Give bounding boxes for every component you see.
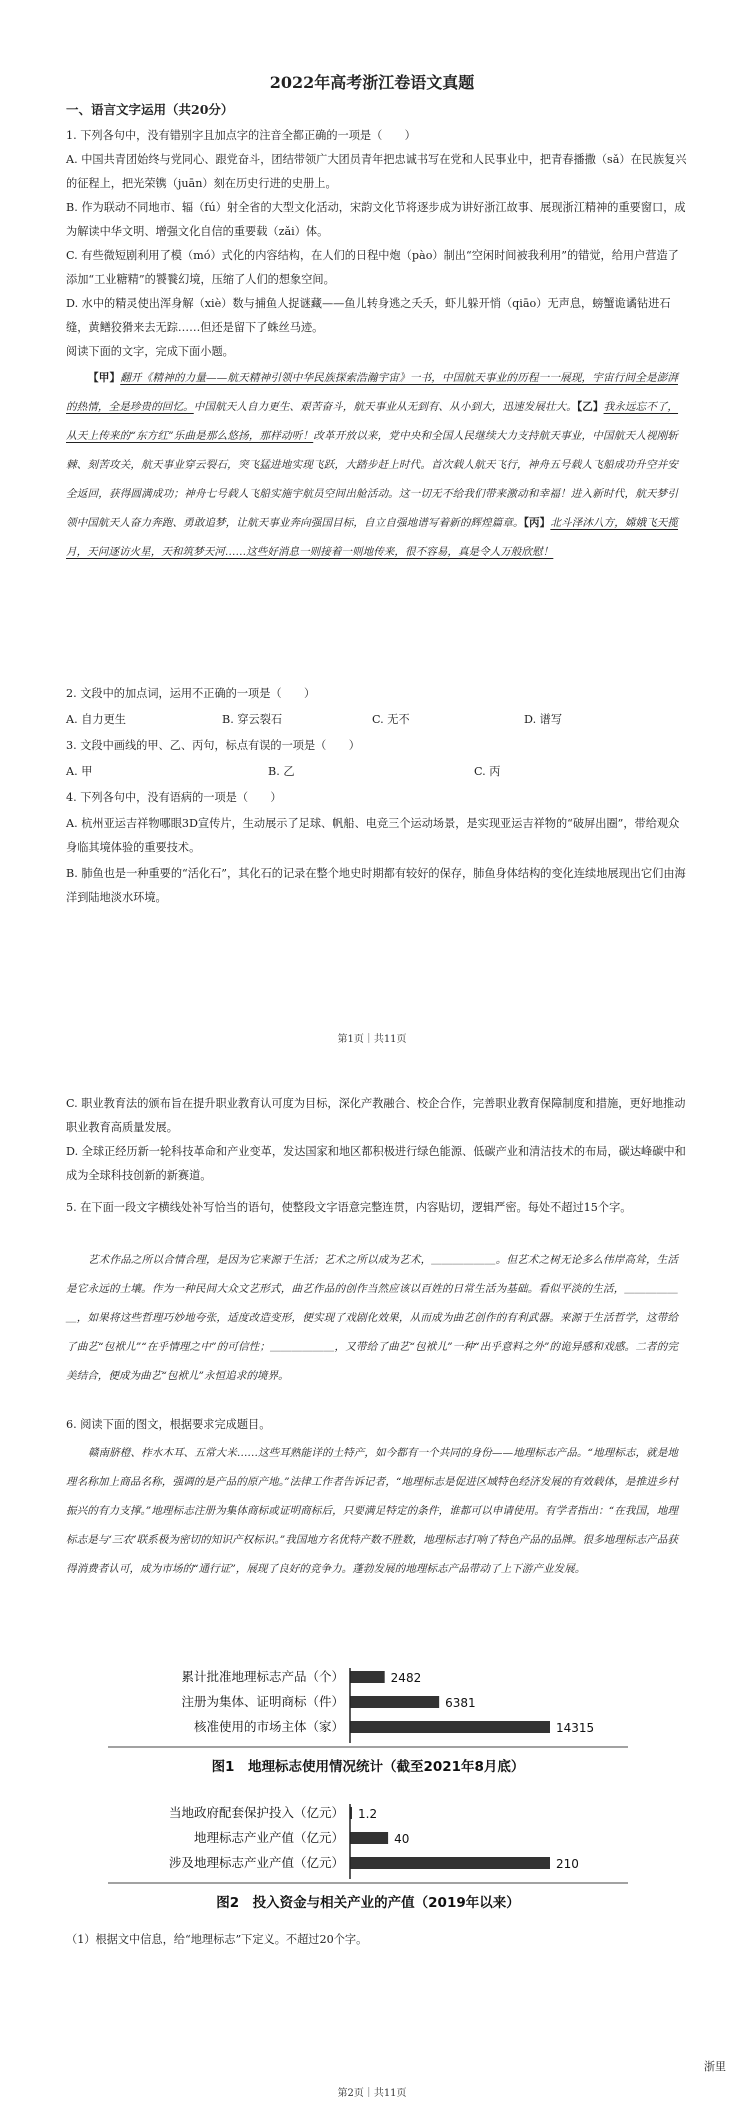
q1-option-b: B. 作为联动不同地市、辐（fú）射全省的大型文化活动，宋韵文化节将逐步成为讲好浙江故事、展现浙江精神的重要窗口，成为解读中华文明、增强文化自信的重要载（zǎi）体。 [66,201,686,238]
q4-stem: 4. 下列各句中，没有语病的一项是（ ） [66,791,282,804]
q2-stem: 2. 文段中的加点词，运用不正确的一项是（ ） [66,687,316,700]
q4-option-b: B. 肺鱼也是一种重要的“活化石”，其化石的记录在整个地史时期都有较好的保存，肺鱼身体结构的变化连续地展现出它们由海洋到陆地淡水环境。 [66,867,686,904]
passage-sentence-yi: 我永远忘不了，从天上传来的“东方红”乐曲是那么悠扬，那样动听！ [66,401,679,442]
chart-1 [108,1662,628,1786]
q2-option-b: B. 穿云裂石 [222,713,283,726]
passage-tag-yi: 【乙】 [576,401,604,413]
q3-option-c: C. 丙 [474,765,501,778]
chart1-category-label: 核准使用的市场主体（家） [193,1719,344,1734]
q4-option-d: D. 全球正经历新一轮科技革命和产业变革，发达国家和地区都积极进行绿色能源、低碳产业和清洁技术的布局，碳达峰碳中和成为全球科技创新的新赛道。 [66,1145,686,1182]
chart2-value-label: 210 [556,1857,579,1871]
chart2-bar [350,1832,388,1844]
chart1-bar [350,1721,550,1733]
passage-tag-bing: 【丙】 [523,517,551,529]
chart2-value-label: 40 [394,1832,410,1846]
q2-option-a: A. 自力更生 [66,713,126,726]
q2-option-c: C. 无不 [372,713,410,726]
page-footer-1: 第1页｜共11页 [337,1034,407,1045]
chart2-category-label: 当地政府配套保护投入（亿元） [168,1805,344,1820]
chart2-category-label: 涉及地理标志产业产值（亿元） [168,1855,344,1870]
q3-option-b: B. 乙 [268,765,295,778]
q6-stem: 6. 阅读下面的图文，根据要求完成题目。 [66,1418,271,1431]
side-note: 浙里 [704,2060,726,2073]
q3-option-a: A. 甲 [66,765,93,778]
chart2-bar [350,1857,550,1869]
chart-2 [108,1798,628,1922]
chart2-category-label: 地理标志产业产值（亿元） [193,1830,344,1845]
q3-stem: 3. 文段中画线的甲、乙、丙句，标点有误的一项是（ ） [66,739,360,752]
chart2-value-label: 1.2 [358,1807,378,1821]
section-heading: 一、语言文字运用（共20分） [66,102,234,117]
q1-option-c: C. 有些微短剧利用了模（mó）式化的内容结构，在人们的日程中炮（pào）制出“空闲时间被我利用”的错觉，给用户营造了添加“工业糖精”的饕餮幻境，压缩了人们的想象空间。 [66,249,679,286]
passage [66,364,678,567]
q6-text: 赣南脐橙、柞水木耳、五常大米……这些耳熟能详的土特产，如今都有一个共同的身份——地理标志产品。“地理标志，就是地理名称加上商品名称，强调的是产品的原产地。”法律工作者告诉记者，“地理标志是促进区域特色经济发展的有效载体，是推进乡村振兴的有力支撑。”地理标志注册为集体商标或证明商标后，只要满足特定的条件，谁都可以申请使用。有学者指出：“在我国，地理标志是与‘三农’联系极为密切的知识产权标识。”我国地方名优特产数不胜数，地理标志打响了特色产品的品牌。很多地理标志产品获得消费者认可，成为市场的“通行证”，展现了良好的竞争力。蓬勃发展的地理标志产品带动了上下游产业发展。 [66,1447,678,1575]
passage-sentence-jia: 翻开《精神的力量——航天精神引领中华民族探索浩瀚宇宙》一书，中国航天事业的历程一一展现，宇宙行间全是澎湃的热情，全是珍贵的回忆。 [66,372,679,413]
chart1-value-label: 14315 [556,1721,595,1735]
q5-text: 艺术作品之所以合情合理，是因为它来源于生活；艺术之所以成为艺术，＿＿＿＿＿＿。但艺术之树无论多么伟岸高耸，生活是它永远的土壤。作为一种民间大众文艺形式，曲艺作品的创作当然应该以百姓的日常生活为基础。看似平淡的生活，＿＿＿＿＿＿，如果将这些哲理巧妙地夸张，适度改造变形，便实现了戏剧化效果，从而成为曲艺创作的有利武器。来源于生活哲学，这带给了曲艺“包袱儿”“在乎情理之中”的可信性；＿＿＿＿＿＿，又带给了曲艺“包袱儿”一种“出乎意料之外”的诡异感和戏感。二者的完美结合，便成为曲艺“包袱儿”永恒追求的境界。 [66,1254,678,1382]
page-footer-2: 第2页｜共11页 [337,2088,407,2099]
q1-stem: 1. 下列各句中，没有错别字且加点字的注音全都正确的一项是（ ） [66,129,416,142]
chart1-value-label: 6381 [445,1696,476,1710]
chart1-bar [350,1671,385,1683]
chart1-value-label: 2482 [390,1671,422,1685]
page-title: 2022年高考浙江卷语文真题 [269,73,475,92]
q5-stem: 5. 在下面一段文字横线处补写恰当的语句，使整段文字语意完整连贯，内容贴切，逻辑严密。每处不超过15个字。 [66,1201,632,1214]
passage-tag-jia: 【甲】 [88,372,121,384]
chart1-category-label: 注册为集体、证明商标（件） [181,1694,344,1709]
chart1-title: 图1 地理标志使用情况统计（截至2021年8月底） [211,1759,525,1775]
q4-option-a: A. 杭州亚运吉祥物哪眼3D宣传片，生动展示了足球、帆船、电竞三个运动场景，是实现亚运吉祥物的“破屏出圈”，带给观众身临其境体验的重要技术。 [66,817,680,854]
q1-option-a: A. 中国共青团始终与党同心、跟党奋斗，团结带领广大团员青年把忠诚书写在党和人民事业中，把青春播撒（sǎ）在民族复兴的征程上，把光荣镌（juān）刻在历史行进的史册上。 [66,153,687,190]
chart2-title: 图2 投入资金与相关产业的产值（2019年以来） [216,1895,520,1911]
chart1-category-label: 累计批准地理标志产品（个） [181,1669,344,1684]
q6-sub-question-1: （1）根据文中信息，给“地理标志”下定义。不超过20个字。 [66,1933,368,1946]
passage-mid-1: 中国航天人自力更生、艰苦奋斗，航天事业从无到有、从小到大，迅速发展壮大。 [193,401,577,413]
read-intro: 阅读下面的文字，完成下面小题。 [66,345,234,358]
q1-option-d: D. 水中的精灵使出浑身解（xiè）数与捕鱼人捉谜藏——鱼儿转身逃之夭夭，虾儿躲开悄（qiāo）无声息，螃蟹诡谲钻进石缝，黄鳝狡猾来去无踪……但还是留下了蛛丝马迹。 [66,297,671,334]
passage-mid-2: 改革开放以来，党中央和全国人民继续大力支持航天事业，中国航天人视刚斩棘、刻苦攻关，航天事业穿云裂石，突飞猛进地实现飞跃，大踏步赶上时代。首次载人航天飞行，神舟五号载人飞船成功升空并安全返回，获得圆满成功；神舟七号载人飞船实施宇航员空间出舱活动。这一切无不给我们带来激动和幸福！进入新时代，航天梦引领中国航天人奋力奔跑、勇敢追梦，让航天事业奔向强国目标，自立自强地谱写着新的辉煌篇章。 [66,430,678,529]
q2-option-d: D. 谱写 [524,713,563,726]
passage-sentence-bing: 北斗泽沐八方，嫦娥飞天揽月，天问逐访火星，天和筑梦天河……这些好消息一则接着一则地传来，很不容易，真是令人万般欣慰！ [66,517,679,558]
q4-option-c: C. 职业教育法的颁布旨在提升职业教育认可度为目标，深化产教融合、校企合作，完善职业教育保障制度和措施，更好地推动职业教育高质量发展。 [66,1097,686,1134]
chart1-bar [350,1696,439,1708]
